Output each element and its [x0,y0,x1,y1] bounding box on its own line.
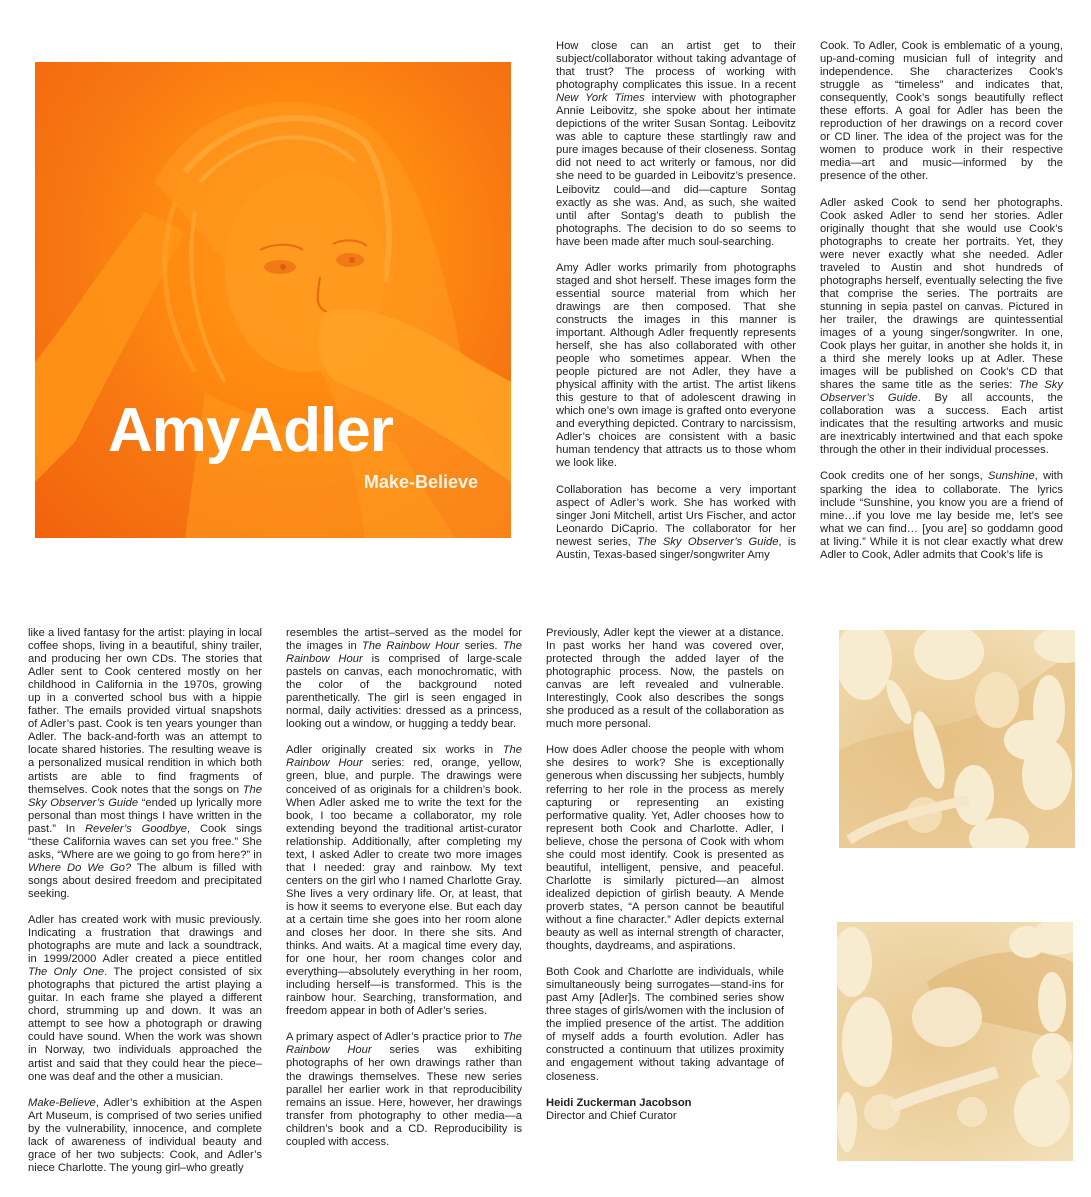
paragraph: Amy Adler works primarily from photographs staged and shot herself. These images form the essential source material from which her drawings are then composed. That she constructs the images in this manner is important. Although Adler frequently represents herself, she has also collaborated with other people who sometimes appear. When the people pictured are not Adler, they have a physical affinity with the artist. The artist likens this gesture to that of adolescent drawing in which one’s own image is grafted onto everyone and everything depicted. Contrary to narcissism, Adler’s choices are consistent with a basic human tendency that attracts us to those whom we look like. [556,261,796,470]
paragraph: Both Cook and Charlotte are individuals, while simultaneously being surrogates—stand-ins for past Amy [Adler]s. The combined series show three stages of girls/women with the inclusion of the implied presence of the artist. The addition of myself adds a fourth evolution. Adler has constructed a continuum that utilizes proximity and engagement without taking advantage of closeness. [546,966,784,1083]
cover-subtitle: Make-Believe [363,472,478,492]
paragraph: Make-Believe, Adler’s exhibition at the Aspen Art Museum, is comprised of two series unified by the vulnerability, innocence, and complete lack of awareness of individual beauty and grace of her two subjects: Cook, and Adler’s niece Charlotte. The young girl–who greatly [28,1096,262,1174]
paragraph: Adler originally created six works in The Rainbow Hour series: red, orange, yellow, green, blue, and purple. The drawings were conceived of as originals for a children’s book. When Adler asked me to write the text for the book, I too became a collaborator, my role extending beyond the traditional artist-curator relationship. Additionally, after completing my text, I asked Adler to create two more images that I needed: gray and rainbow. My text centers on the girl who I named Charlotte Gray. She lives a very ordinary life. Or, at least, that is how it seems to everyone else. But each day at a certain time she goes into her room alone and closes her door. In there she sits. And thinks. And waits. At a magical time every day, for one hour, her room changes color and everything—absolutely everything in her room, including herself—is transformed. This is the rainbow hour. Searching, transformation, and freedom appear in both of Adler’s series. [286,744,523,1018]
paragraph: How does Adler choose the people with whom she desires to work? She is exceptionally generous when discussing her subjects, humbly referring to her role in the process as merely capturing or representing an existing performative quality. Yet, Adler chooses how to represent both Cook and Charlotte. Adler, I believe, chose the persona of Cook with whom she could most identify. Cook is presented as beautiful, intelligent, pensive, and peaceful. Charlotte is similarly pictured—an almost idealized depiction of girlish beauty. A Mende proverb states, “A person cannot be beautiful without a fine character.” Adler depicts external beauty as well as internal strength of character, thoughts, daydreams, and aspirations. [546,744,784,953]
paragraph: Cook credits one of her songs, Sunshine, with sparking the idea to collaborate. The lyrics include “Sunshine, you know you are a friend of mine…if you love me lay beside me, let’s see what we can find… [you are] so goddamn good at living.” While it is not clear exactly what drew Adler to Cook, Adler admits that Cook’s life is [820,470,1063,561]
sepia-artwork-bottom [837,922,1073,1161]
cover-artwork [35,62,511,538]
sepia-artwork-top [839,630,1075,848]
paragraph: A primary aspect of Adler’s practice prior to The Rainbow Hour series was exhibiting photographs of her own drawings rather than the drawings themselves. These new series parallel her earlier work in that reproducibility remains an issue. Here, however, her drawings transfer from photography to other media—a children’s book and a CD. Reproducibility is coupled with access. [286,1031,522,1148]
text-column-5-body [546,627,784,1084]
paragraph: like a lived fantasy for the artist: playing in local coffee shops, living in a beautiful, shiny trailer, and producing her own CDs. The stories that Adler sent to Cook centered mostly on her childhood in California in the 1970s, growing up in a converted school bus with a hippie father. The emails provided virtual snapshots of Adler’s past. Cook is ten years younger than Adler. The back-and-forth was an attempt to locate shared histories. The resulting weave is a personalized musical rendition in which both artists are able to find fragments of themselves. Cook notes that the songs on The Sky Observer’s Guide “ended up lyrically more personal than most things I have written in the past.” In Reveler’s Goodbye, Cook sings “these California waves can set you free.” She asks, “Where are we going to go from here?” in Where Do We Go? The album is filled with songs about desired freedom and precipitated seeking. [28,627,263,900]
text-column-2 [820,40,1063,562]
text-column-3 [28,627,262,1175]
cover-title: AmyAdler [108,396,393,465]
text-column-4 [286,627,522,1149]
paragraph: Adler has created work with music previously. Indicating a frustration that drawings and photographs are mute and lack a soundtrack, in 1999/2000 Adler created a piece entitled The Only One. The project consisted of six photographs that pictured the artist playing a guitar. In each frame she played a different chord, strumming up and down. It was an attempt to see how a photograph or drawing could have sound. When the work was shown in Norway, two individuals approached the artist and said that they could hear the piece–one was deaf and the other a musician. [28,913,262,1083]
paragraph: Collaboration has become a very important aspect of Adler’s work. She has worked with singer Joni Mitchell, artist Urs Fischer, and actor Leonardo DiCaprio. The collaborator for her newest series, The Sky Observer’s Guide, is Austin, Texas-based singer/songwriter Amy [556,483,796,561]
author-name: Heidi Zuckerman Jacobson [546,1096,692,1109]
paragraph: Cook. To Adler, Cook is emblematic of a young, up-and-coming musician full of integrity and independence. She characterizes Cook’s struggle as “timeless” and indicates that, consequently, Cook’s songs beautifully reflect these efforts. A goal for Adler has been the reproduction of her drawings on a record cover or CD liner. The idea of the project was for the women to produce work in their respective media—art and music—informed by the presence of the other. [820,40,1063,183]
author-role: Director and Chief Curator [546,1109,677,1122]
text-column-5 [546,627,784,1123]
paragraph: How close can an artist get to their subject/collaborator without taking advantage of that trust? The process of working with photography complicates this issue. In a recent New York Times interview with photographer Annie Leibovitz, she spoke about her intimate depictions of the writer Susan Sontag. Leibovitz was able to capture these startlingly raw and pure images because of their closeness. Sontag did not need to act writerly or famous, nor did she need to be guarded in Leibovitz’s presence. Leibovitz could—and did—capture Sontag exactly as she was. And, as such, she waited until after Sontag’s death to publish the photographs. The decision to do so seems to have been made after much soul-searching. [556,40,797,248]
paragraph: Adler asked Cook to send her photographs. Cook asked Adler to send her stories. Adler originally thought that she would use Cook’s photographs to create her portraits. Yet, they were never exactly what she needed. Adler traveled to Austin and shot hundreds of photographs herself, eventually selecting the five that comprise the series. The portraits are stunning in sepia pastel on canvas. Pictured in her trailer, the drawings are quintessential images of a young singer/songwriter. In one, Cook plays her guitar, in another she holds it, in a third she merely looks up at Adler. These images will be published on Cook’s CD that shares the same title as the series: The Sky Observer’s Guide. By all accounts, the collaboration was a success. Each artist indicates that the resulting artworks and music are inextricably intertwined and that each spoke through the other in their individual processes. [820,196,1063,457]
sepia-drawing-top-illustration [839,630,1075,848]
paragraph: Previously, Adler kept the viewer at a distance. In past works her hand was covered over, protected through the added layer of the photographic process. Now, the pastels on canvas are left revealed and vulnerable. Interestingly, Cook also describes the songs she produced as a result of the collaboration as much more personal. [546,627,784,731]
text-column-1 [556,40,796,562]
paragraph: resembles the artist–served as the model for the images in The Rainbow Hour series. The Rainbow Hour is comprised of large-scale pastels on canvas, each monochromatic, with the color of the background noted parenthetically. The girl is seen engaged in normal, daily activities: dressed as a princess, looking out a window, or hugging a teddy bear. [286,627,523,731]
sepia-drawing-bottom-illustration [837,922,1073,1161]
orange-portrait-illustration [35,62,511,538]
